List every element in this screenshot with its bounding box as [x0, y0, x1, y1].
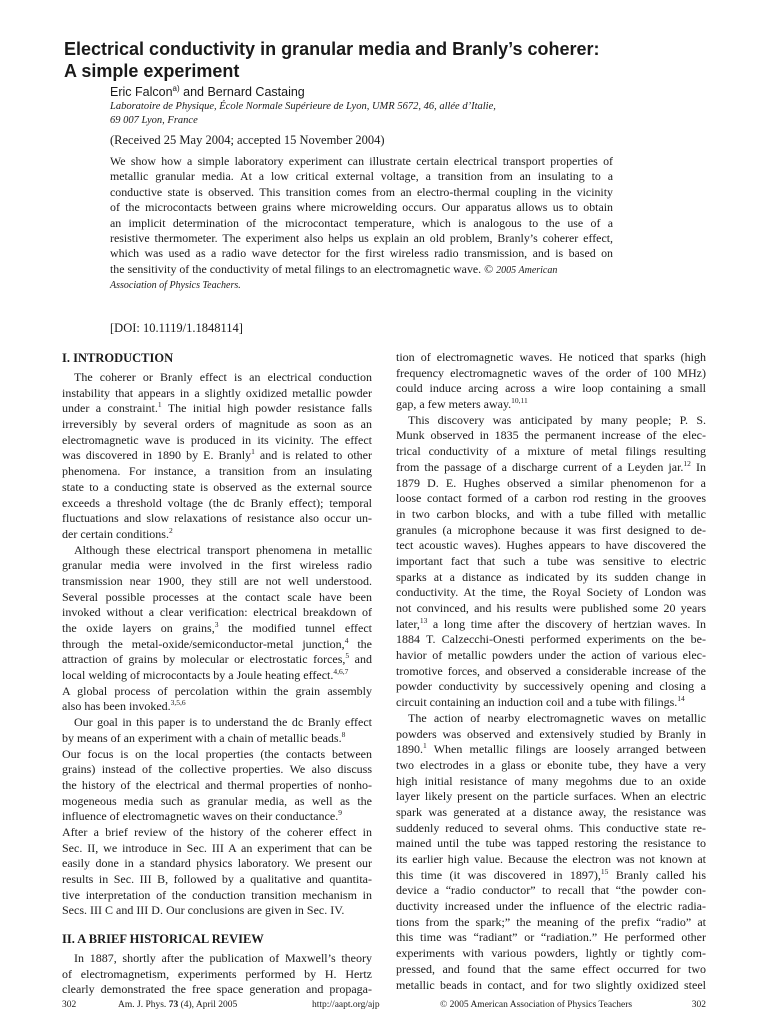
- affiliation: [110, 100, 496, 128]
- reference-superscript: 4,6,7: [333, 667, 349, 677]
- paragraph-line: of electromagnetism, experiments performed by H. Hertz: [62, 966, 372, 981]
- paragraph-line: fluctuations and slow relaxations of resistance also occur un-: [62, 511, 372, 526]
- author-1-footnote: a): [172, 84, 180, 93]
- line-text: der certain conditions.: [62, 526, 169, 541]
- journal-citation: [118, 1000, 237, 1010]
- paragraph-line: powder conductivity by successively opening and closing a: [396, 679, 706, 694]
- paragraph-line: tion of electromagnetic waves. He noticed that sparks (high: [396, 350, 706, 364]
- line-text: the modified tunnel effect: [218, 621, 372, 635]
- paragraph-line: grains) instead of the collective properties. We also discuss: [62, 762, 372, 777]
- paragraph-line: suddenly reduced to several ohms. This conductive state re-: [396, 820, 706, 835]
- received-dates: (Received 25 May 2004; accepted 15 November 2004): [110, 133, 385, 147]
- line-text: attraction of grains by molecular or electrostatic forces,: [62, 652, 346, 667]
- paragraph-line: trical conductivity of a mixture of metal filings resulting: [396, 444, 706, 459]
- line-text: 1890.: [396, 742, 423, 757]
- paragraph-line: [62, 652, 372, 668]
- paragraph-line: sparks at a distance as indicated by its sudden change in: [396, 569, 706, 584]
- paragraph-line: After a brief review of the history of the coherer effect in: [62, 824, 372, 839]
- page-number-left: 302: [62, 1000, 77, 1010]
- paragraph-line: Our focus is on the local properties (the contacts between: [62, 746, 372, 761]
- paragraph-line: state to a conducting state is observed as the external source: [62, 479, 372, 494]
- line-text: from the passage of a discharge current of a Leyden jar.: [396, 459, 684, 474]
- paragraph: [396, 413, 706, 711]
- paragraph: [62, 715, 372, 919]
- doi: [DOI: 10.1119/1.1848114]: [110, 321, 243, 335]
- line-text: Branly called his: [608, 867, 706, 882]
- reference-superscript: 8: [341, 729, 346, 739]
- paragraph-line: pressed, and found that the same effect occurred for two: [396, 961, 706, 976]
- line-text: The initial high powder resistance falls: [161, 401, 372, 416]
- reference-superscript: 13: [419, 615, 428, 625]
- copyright-organization: Association of Physics Teachers.: [110, 280, 241, 292]
- paragraph-line: important fact that such a tube was sensitive to electric: [396, 553, 706, 568]
- paragraph-line: spark was generated at a distance away, the resistance was: [396, 804, 706, 819]
- line-text: local welding of microcontacts by a Joule heating effect.: [62, 668, 334, 683]
- abstract-line: the sensitivity of the conductivity of metal filings to an electromagnetic wave.: [110, 261, 482, 276]
- line-text: also has been invoked.: [62, 699, 171, 714]
- paragraph-line: mogeneous media such as granular media, as well as the: [62, 793, 372, 808]
- reference-superscript: 3: [214, 620, 219, 629]
- paragraph-line: [396, 868, 706, 884]
- paragraph-line: Although these electrical transport phenomena in metallic: [74, 542, 372, 557]
- paragraph-line: tromotive forces, and observed a considerable increase of the: [396, 663, 706, 678]
- paragraph-line: frequency electromagnetic waves of the order of 100 MHz): [396, 365, 706, 380]
- paragraph-line: easily done in a standard physics laboratory. We present our: [62, 856, 372, 871]
- affiliation-line-1: Laboratoire de Physique, École Normale Supérieure de Lyon, UMR 5672, 46, allée d’Italie,: [110, 101, 496, 112]
- section-heading-introduction: I. INTRODUCTION: [62, 351, 174, 365]
- paragraph-line: phenomena. For instance, a transition from an insulating: [62, 464, 372, 479]
- affiliation-line-2: 69 007 Lyon, France: [110, 115, 198, 126]
- abstract-line: metallic granular media. At a low critical external voltage, a transition from an insulating to a: [110, 169, 613, 184]
- article-title: [64, 38, 704, 82]
- line-text: In: [690, 459, 706, 474]
- paragraph-line: havior of metallic powders under the action of various elec-: [396, 648, 706, 663]
- copyright-symbol: ©: [484, 261, 494, 276]
- paragraph-line: clearly demonstrated the free space generation and propaga-: [62, 982, 372, 997]
- reference-superscript: 15: [600, 866, 609, 876]
- reference-superscript: 10,11: [511, 396, 528, 406]
- paragraph-line: granular media were involved in the first wireless radio: [62, 558, 372, 573]
- paragraph-line: electromagnetic wave is produced in its vicinity. The effect: [62, 432, 372, 447]
- reference-superscript: 9: [338, 808, 342, 818]
- paragraph-line: [62, 699, 372, 715]
- paragraph-line: This discovery was anticipated by many people; P. S.: [408, 412, 706, 427]
- line-text: by means of an experiment with a chain of metallic beads.: [62, 730, 342, 745]
- paragraph-line: transmission near 1900, they still are not well understood.: [62, 573, 372, 588]
- paragraph-line: [396, 742, 706, 758]
- section-gap: [62, 919, 372, 931]
- abstract-line: conductive state is observed. This transition comes from an electro-thermal coupling in the vicinity: [110, 184, 613, 199]
- paragraph-line: this time was “radiant” or “radiation.” He performed other: [396, 930, 706, 945]
- line-text: the oxide layers on grains,: [62, 621, 215, 635]
- paragraph: [396, 350, 706, 413]
- paragraph-line: results in Sec. III B, followed by a qualitative and quantita-: [62, 872, 372, 886]
- line-text: later,: [396, 616, 420, 631]
- paragraph-line: tions from the spark;” the meaning of the prefix “radio” at: [396, 914, 706, 929]
- paragraph-line: 1884 T. Calzecchi-Onesti performed experiments on the be-: [396, 632, 706, 647]
- line-text: was discovered in 1890 by E. Branly: [62, 448, 252, 463]
- paragraph-line: [62, 637, 372, 653]
- line-text: through the metal-oxide/semiconductor-metal junction,: [62, 636, 345, 651]
- author-conjunction: and: [179, 85, 208, 100]
- paragraph-line: tect acoustic waves). Hughes appears to have discovered the: [396, 538, 706, 553]
- paragraph: [62, 951, 372, 998]
- paragraph-line: [62, 809, 372, 825]
- paragraph-line: Sec. II, we introduce in Sec. III A an experiment that can be: [62, 840, 372, 855]
- paragraph-line: irreversibly by several orders of magnitude as soon as an: [62, 417, 372, 432]
- paragraph-line: [62, 401, 372, 417]
- paragraph: [62, 543, 372, 716]
- paragraph-line: Secs. III C and III D. Our conclusions are given in Sec. IV.: [62, 903, 345, 918]
- author-2: Bernard Castaing: [207, 85, 305, 100]
- line-text: under a constraint.: [62, 401, 158, 416]
- paragraph-line: In 1887, shortly after the publication of Maxwell’s theory: [74, 951, 372, 966]
- abstract-line: resistive thermometer. The experiment also helps us explain an old problem, Branly’s coherer effect,: [110, 230, 613, 245]
- reference-superscript: 14: [677, 694, 685, 704]
- paragraph-line: two electrodes in a glass or ebonite tube, they have a very: [396, 757, 706, 772]
- paragraph-line: Munk observed in 1835 the permanent increase of the elec-: [396, 428, 706, 443]
- journal-name: Am. J. Phys.: [118, 1000, 169, 1010]
- abstract-line: an implicit determination of the microcontact temperature, which is analogous to the use of a: [110, 215, 613, 230]
- paragraph-line: [62, 448, 372, 464]
- paragraph-line: could induce arcing across a wire loop containing a small: [396, 381, 706, 396]
- paragraph-line: Several possible processes at the contact scale have been: [62, 589, 372, 604]
- paragraph-line: in two carbon blocks, and with a tube filled with metallic: [396, 506, 706, 521]
- paragraph-line: [62, 731, 372, 747]
- journal-url-link[interactable]: http://aapt.org/ajp: [312, 1000, 380, 1010]
- reference-superscript: 1: [251, 447, 255, 457]
- line-text: When metallic filings are loosely arranged between: [426, 742, 706, 757]
- paragraph-line: 1879 D. E. Hughes observed a similar phenomenon for a: [396, 475, 706, 490]
- reference-superscript: 2: [168, 525, 173, 535]
- title-line-2: A simple experiment: [64, 61, 240, 81]
- paragraph-line: loose contact formed of a carbon rod resting in the grooves: [396, 491, 706, 506]
- line-text: and: [349, 652, 373, 667]
- journal-volume: 73: [168, 1000, 179, 1010]
- paragraph: [396, 711, 706, 993]
- paragraph-line: ductivity increased under the influence of the electric radia-: [396, 899, 706, 914]
- line-text: and is related to other: [254, 448, 372, 463]
- abstract: [110, 154, 613, 293]
- reference-superscript: 5: [345, 651, 350, 661]
- paragraph-line: conductivity. At the time, the Royal Society of London was: [396, 585, 706, 600]
- journal-issue: (4), April 2005: [178, 1000, 238, 1010]
- line-text: this time (it was discovered in 1897),: [396, 867, 601, 882]
- paragraph-line: layer likely present on the particle surfaces. When an electric: [396, 789, 706, 804]
- paragraph: [62, 370, 372, 543]
- paragraph-line: The coherer or Branly effect is an electrical conduction: [74, 370, 372, 384]
- paragraph-line: [396, 695, 706, 711]
- abstract-line-with-copyright: [110, 262, 613, 277]
- abstract-line: of the microcontacts between grains where microwelding occurs. Our apparatus allows us to obtain: [110, 200, 613, 215]
- title-line-1: Electrical conductivity in granular media and Branly’s coherer:: [64, 39, 600, 59]
- abstract-line: which was used as a radio wave detector for the first wireless radio transmission, and is based on: [110, 246, 613, 261]
- paragraph-line: mained until the tube was tapped restoring the resistance to: [396, 836, 706, 851]
- paragraph-line: granules (a microphone because it was first designed to de-: [396, 522, 706, 537]
- paragraph-line: [396, 617, 706, 633]
- paragraph-line: exceeds a threshold voltage (the dc Branly effect); temporal: [62, 495, 372, 510]
- paragraph-line: not convinced, and his results were published some 20 years: [396, 601, 706, 615]
- reference-superscript: 4: [344, 635, 349, 645]
- copyright-text: 2005 American: [496, 264, 558, 276]
- page-number-right: 302: [691, 1000, 706, 1010]
- paragraph-line: experiments with various powders, lightly or tightly com-: [396, 946, 706, 961]
- paragraph-line: tive interpretation of the conduction transition mechanism in: [62, 887, 372, 902]
- author-1: Eric Falcon: [110, 85, 173, 100]
- paragraph-line: [62, 621, 372, 637]
- paragraph-line: [396, 460, 706, 476]
- paragraph-line: metallic beads in contact, and for two slightly oxidized steel: [396, 977, 706, 992]
- paragraph-line: [62, 527, 372, 543]
- paragraph-line: invoked without a clear verification: electrical breakdown of: [62, 605, 372, 620]
- section-heading-history: II. A BRIEF HISTORICAL REVIEW: [62, 932, 264, 947]
- paragraph-line: The action of nearby electromagnetic waves on metallic: [408, 710, 706, 725]
- reference-superscript: 1: [423, 741, 427, 751]
- line-text: gap, a few meters away.: [396, 397, 512, 412]
- paragraph-line: the history of the electrical and thermal properties of nonho-: [62, 777, 372, 792]
- author-list: [110, 84, 305, 99]
- footer-copyright: © 2005 American Association of Physics Teachers: [440, 1000, 633, 1010]
- abstract-copyright-line: [110, 277, 613, 292]
- abstract-line: We show how a simple laboratory experiment can illustrate certain electrical transport properties of: [110, 154, 613, 168]
- paragraph-line: powders was observed and extensively studied by Branly in: [396, 726, 706, 741]
- paragraph-line: [62, 668, 372, 684]
- reference-superscript: 1: [157, 400, 162, 410]
- paragraph-line: Our goal in this paper is to understand the dc Branly effect: [74, 715, 372, 730]
- paragraph-line: A global process of percolation within the grain assembly: [62, 683, 372, 698]
- line-text: influence of electromagnetic waves on their conductance.: [62, 809, 339, 824]
- right-column: [396, 350, 706, 993]
- paragraph-line: device a “radio conductor” to recall that “the powder con-: [396, 883, 706, 898]
- paragraph-line: [396, 397, 706, 413]
- reference-superscript: 3,5,6: [170, 698, 186, 708]
- paragraph-line: high initial resistance of many megohms due to an oxide: [396, 773, 706, 788]
- left-column: [62, 350, 372, 998]
- line-text: the: [348, 636, 372, 651]
- reference-superscript: 12: [683, 458, 691, 468]
- line-text: circuit containing an induction coil and a tube with filings.: [396, 695, 678, 710]
- line-text: a long time after the discovery of hertzian waves. In: [427, 616, 706, 631]
- paragraph-line: its earlier high value. Because the electron was not known at: [396, 852, 706, 866]
- paragraph-line: instability that appears in a slightly oxidized metallic powder: [62, 385, 372, 400]
